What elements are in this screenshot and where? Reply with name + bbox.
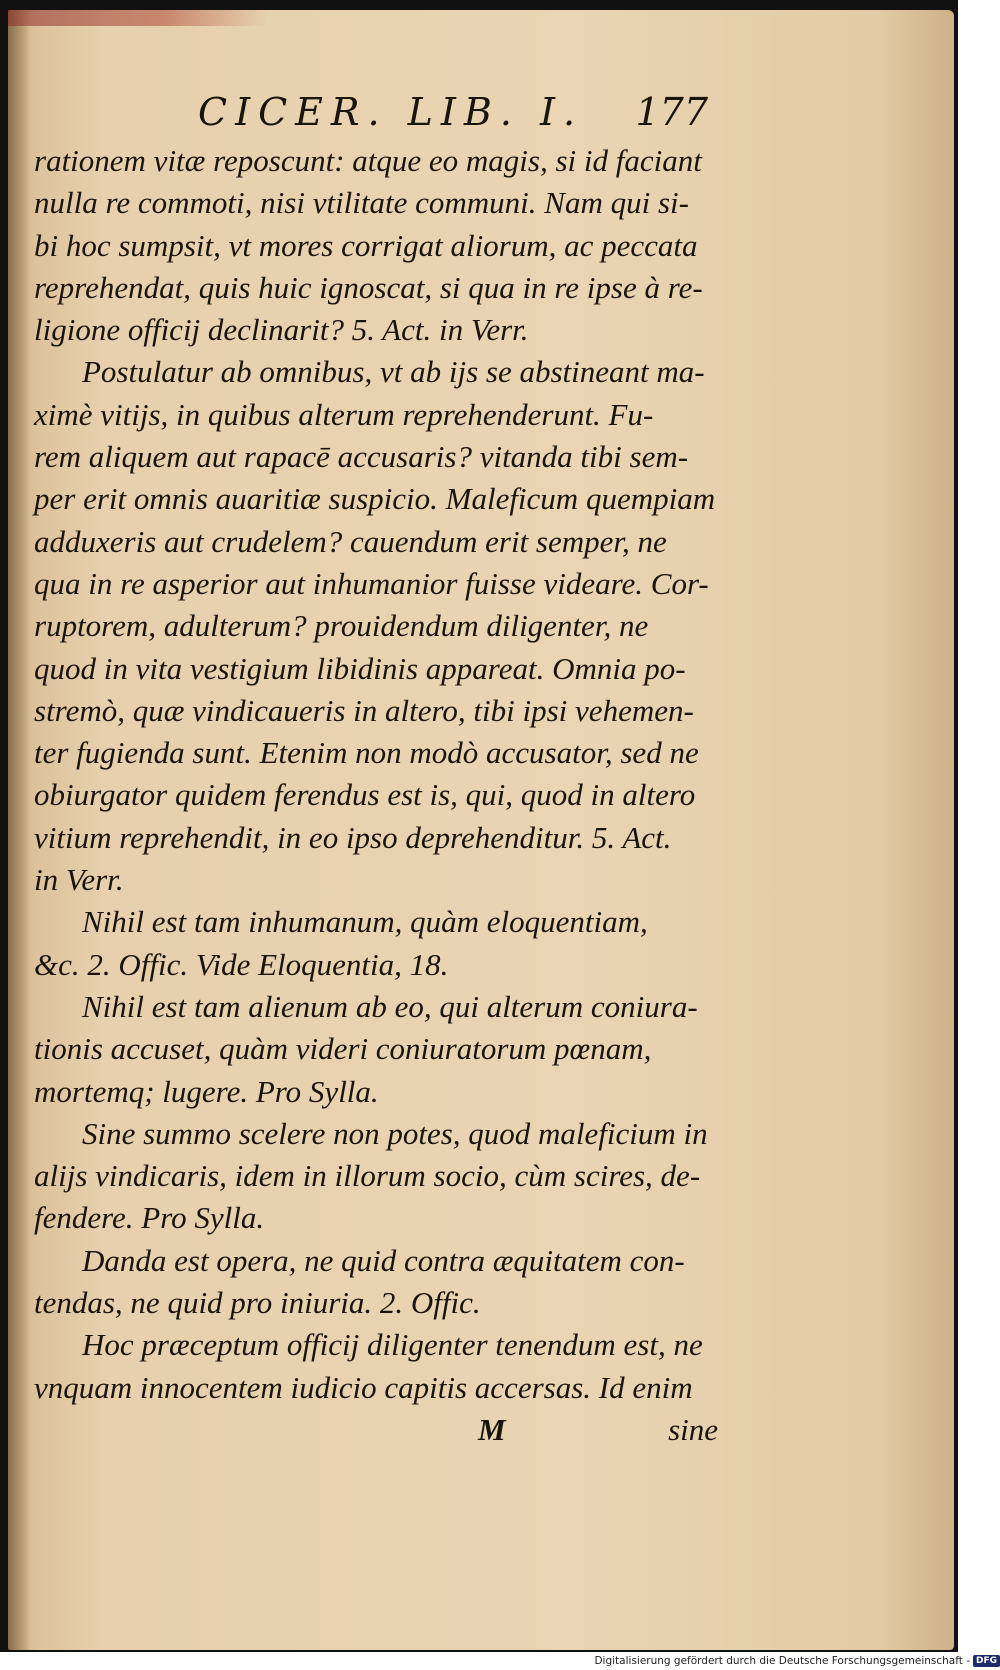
text-line: ruptorem, adulterum? prouidendum diligenter, ne bbox=[34, 608, 649, 644]
text-line: Sine summo scelere non potes, quod maleficium in bbox=[82, 1115, 708, 1151]
text-line: tionis accuset, quàm videri coniuratorum pœnam, bbox=[34, 1031, 652, 1067]
text-line: qua in re asperior aut inhumanior fuisse videare. Cor- bbox=[34, 565, 709, 601]
text-line: nulla re commoti, nisi vtilitate communi. Nam qui si- bbox=[34, 185, 689, 221]
text-line: Postulatur ab omnibus, vt ab ijs se abstineant ma- bbox=[82, 354, 705, 390]
digitization-footer bbox=[594, 1652, 1000, 1670]
text-line: ligione officij declinarit? 5. Act. in Verr. bbox=[34, 312, 529, 348]
text-line: rationem vitæ reposcunt: atque eo magis, si id faciant bbox=[34, 143, 702, 178]
text-line: &c. 2. Offic. Vide Eloquentia, 18. bbox=[34, 946, 449, 982]
book-page bbox=[8, 10, 954, 1650]
text-line: Nihil est tam inhumanum, quàm eloquentiam, bbox=[82, 904, 648, 940]
text-line: mortemq; lugere. Pro Sylla. bbox=[34, 1073, 379, 1109]
footer-text: Digitalisierung gefördert durch die Deutsche Forschungsgemeinschaft - bbox=[594, 1655, 970, 1667]
dfg-logo: DFG bbox=[973, 1655, 1000, 1667]
text-line: Danda est opera, ne quid contra æquitatem con- bbox=[82, 1242, 685, 1278]
text-line: vnquam innocentem iudicio capitis accersas. Id enim bbox=[34, 1369, 693, 1405]
text-line: stremò, quæ vindicaueris in altero, tibi ipsi vehemen- bbox=[34, 692, 694, 728]
text-line: Nihil est tam alienum ab eo, qui alterum coniura- bbox=[82, 988, 698, 1024]
text-line: in Verr. bbox=[34, 862, 124, 898]
text-line: alijs vindicaris, idem in illorum socio, cùm scires, de- bbox=[34, 1158, 701, 1194]
page-edge-stain bbox=[8, 10, 268, 26]
text-line: per erit omnis auaritiæ suspicio. Maleficum quempiam bbox=[34, 481, 716, 517]
page-spine-shadow bbox=[8, 10, 30, 1650]
running-head bbox=[198, 90, 708, 140]
running-title: CICER. LIB. I. bbox=[198, 90, 584, 134]
text-line: ter fugienda sunt. Etenim non modò accusator, sed ne bbox=[34, 735, 699, 771]
text-line: quod in vita vestigium libidinis appareat. Omnia po- bbox=[34, 650, 686, 686]
text-line: vitium reprehendit, in eo ipso deprehenditur. 5. Act. bbox=[34, 819, 672, 855]
signature-mark: M bbox=[478, 1412, 506, 1447]
text-line: tendas, ne quid pro iniuria. 2. Offic. bbox=[34, 1285, 481, 1321]
text-line: obiurgator quidem ferendus est is, qui, quod in altero bbox=[34, 777, 696, 813]
text-line: fendere. Pro Sylla. bbox=[34, 1200, 265, 1236]
catchline bbox=[478, 1412, 718, 1456]
page-number: 177 bbox=[635, 90, 708, 134]
text-line: adduxeris aut crudelem? cauendum erit semper, ne bbox=[34, 523, 667, 559]
text-line: rem aliquem aut rapacē accusaris? vitanda tibi sem- bbox=[34, 439, 689, 475]
text-line: ximè vitijs, in quibus alterum reprehenderunt. Fu- bbox=[34, 396, 654, 432]
text-line: reprehendat, quis huic ignoscat, si qua in re ipse à re- bbox=[34, 269, 703, 305]
catchword: sine bbox=[668, 1412, 718, 1447]
text-line: bi hoc sumpsit, vt mores corrigat aliorum, ac peccata bbox=[34, 227, 698, 263]
text-line: Hoc præceptum officij diligenter tenendum est, ne bbox=[82, 1327, 703, 1363]
body-text bbox=[34, 140, 734, 1409]
